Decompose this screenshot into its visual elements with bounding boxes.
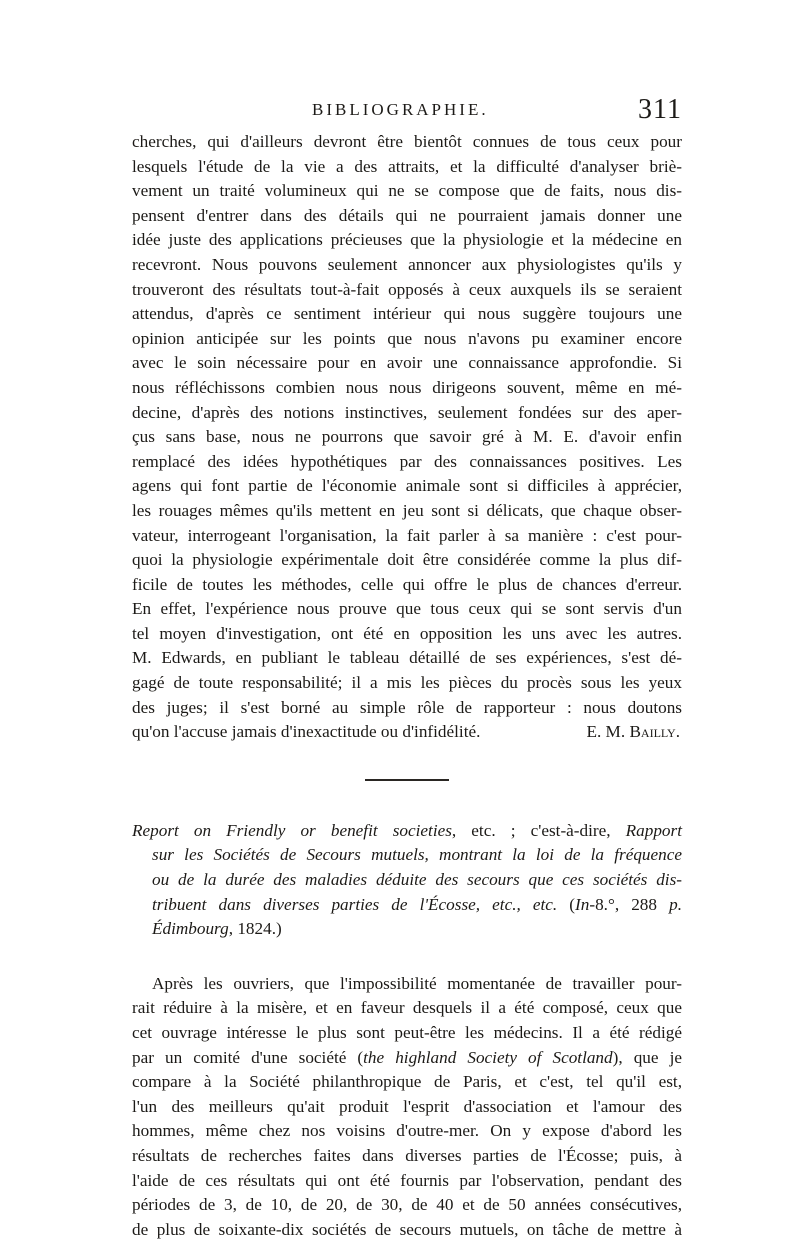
text-line: çus sans base, nous ne pourrons que savoir gré à M. E. d'avoir enfin [132, 427, 682, 447]
text-line: quoi la physiologie expérimentale doit être considérée comme la plus dif- [132, 550, 682, 570]
italic-text: In [575, 894, 590, 914]
text-run: ), que je [612, 1047, 682, 1067]
text-line: vateur, interrogeant l'organisation, la fait parler à sa manière : c'est pour- [132, 525, 682, 545]
text-line: nous réfléchissons combien nous nous dirigeons souvent, même en mé- [132, 377, 682, 397]
text-run: de plus de soixante-dix sociétés de secours mutuels, on tâche de mettre à [132, 1219, 682, 1239]
text-line: gagé de toute responsabilité; il a mis les pièces du procès sous les yeux [132, 673, 682, 693]
italic-text: sur les Sociétés de Secours mutuels, montrant la loi de la fréquence [152, 845, 682, 865]
section-divider [365, 779, 449, 781]
text-line: idée juste des applications précieuses que la physiologie et la médecine en [132, 230, 682, 250]
text-run: rait réduire à la misère, et en faveur desquels il a été composé, ceux que [132, 998, 682, 1018]
text-run: hommes, même chez nos voisins d'outre-mer. On y expose d'abord les [132, 1121, 682, 1141]
text-run: par un comité d'une société ( [132, 1047, 364, 1067]
text-line: pensent d'entrer dans des détails qui ne pourraient jamais donner une [132, 205, 682, 225]
text-run: compare à la Société philanthropique de Paris, et c'est, tel qu'il est, [132, 1072, 682, 1092]
text-run: Après les ouvriers, que l'impossibilité momentanée de travailler pour- [152, 973, 682, 993]
author-signature: E. M. Bailly. [586, 722, 680, 742]
text-run: l'un des meilleurs qu'ait produit l'esprit d'association et l'amour des [132, 1096, 682, 1116]
heading-line [132, 893, 682, 918]
text-run: résultats de recherches faites dans diverses parties de l'Écosse; puis, à [132, 1145, 682, 1165]
text-run: cet ouvrage intéresse le plus sont peut-être les médecins. Il a été rédigé [132, 1023, 682, 1042]
text-line [132, 1119, 682, 1144]
heading-line [132, 917, 682, 942]
text-line [132, 1070, 682, 1095]
review-text-continued [132, 130, 682, 745]
text-line [132, 1193, 682, 1218]
heading-line [132, 843, 682, 868]
text-line: vement un traité volumineux qui ne se compose que de faits, nous dis- [132, 181, 682, 201]
text-line: M. Edwards, en publiant le tableau détaillé de ses expériences, s'est dé- [132, 648, 682, 668]
text-line [132, 1169, 682, 1194]
text-line [132, 1046, 682, 1071]
running-title: BIBLIOGRAPHIE. [312, 100, 489, 119]
text-line [132, 996, 682, 1021]
text-line: qu'on l'accuse jamais d'inexactitude ou d'infidélité. E. M. Bailly. [132, 720, 682, 745]
text-run: -8.°, 288 [589, 894, 670, 914]
heading-line [132, 819, 682, 844]
italic-text: p. [669, 894, 682, 914]
text-run: ( [557, 894, 576, 914]
text-line: lesquels l'étude de la vie a des attraits, et la difficulté d'analyser briè- [132, 156, 682, 176]
text-run: périodes de 3, de 10, de 20, de 30, de 40 et de 50 années consécutives, [132, 1195, 682, 1215]
text-line [132, 972, 682, 997]
text-line [132, 1218, 682, 1242]
text-line: trouveront des résultats tout-à-fait opposés à ceux auxquels ils se seraient [132, 279, 682, 299]
text-line: recevront. Nous pouvons seulement annoncer aux physiologistes qu'ils y [132, 254, 682, 274]
text-line: des juges; il s'est borné au simple rôle de rapporteur : nous doutons [132, 697, 682, 717]
italic-text: Report on Friendly or benefit societies [132, 820, 452, 840]
italic-text: Rapport [625, 820, 682, 840]
text-line [132, 1144, 682, 1169]
text-line: agens qui font partie de l'économie animale sont si difficiles à apprécier, [132, 476, 682, 496]
text-run: , etc. ; c'est-à-dire, [451, 820, 626, 840]
italic-text: Édimbourg [152, 919, 229, 939]
text-line: remplacé des idées hypothétiques par des connaissances positives. Les [132, 451, 682, 471]
text-line: les rouages mêmes qu'ils mettent en jeu sont si délicats, que chaque obser- [132, 500, 682, 520]
text-line: En effet, l'expérience nous prouve que tous ceux qui se sont servis d'un [132, 599, 682, 619]
italic-text: the highland Society of Scotland [363, 1047, 613, 1067]
text-line: ficile de toutes les méthodes, celle qui offre le plus de chances d'erreur. [132, 574, 682, 594]
text-line [132, 1095, 682, 1120]
text-line: decine, d'après des notions instinctives, seulement fondées sur des aper- [132, 402, 682, 422]
page-number: 311 [638, 94, 682, 125]
text-run: , 1824.) [228, 919, 282, 939]
review-text [132, 972, 682, 1242]
text-line: avec le soin nécessaire pour en avoir une connaissance approfondie. Si [132, 353, 682, 373]
text-line: attendus, d'après ce sentiment intérieur qui nous suggère toujours une [132, 304, 682, 324]
text-line [132, 1021, 682, 1046]
text-run: l'aide de ces résultats qui ont été fournis par l'observation, pendant des [132, 1170, 682, 1190]
review-bibliographic-heading [132, 819, 682, 942]
italic-text: ou de la durée des maladies déduite des secours que ces sociétés dis- [152, 870, 682, 890]
italic-text: tribuent dans diverses parties de l'Écosse, etc., etc. [152, 894, 558, 914]
running-head [132, 94, 682, 125]
text-line: tel moyen d'investigation, ont été en opposition les uns avec les autres. [132, 623, 682, 643]
text-line: opinion anticipée sur les points que nous n'avons pu examiner encore [132, 328, 682, 348]
text-line: cherches, qui d'ailleurs devront être bientôt connues de tous ceux pour [132, 132, 682, 151]
heading-line [132, 868, 682, 893]
